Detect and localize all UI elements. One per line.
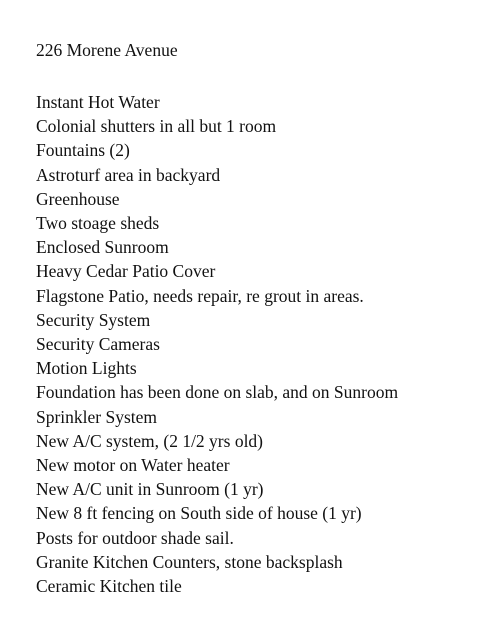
feature-item: Two stoage sheds xyxy=(36,213,160,234)
feature-item: Posts for outdoor shade sail. xyxy=(36,527,234,548)
feature-item: Instant Hot Water xyxy=(36,92,160,112)
feature-item: Flagstone Patio, needs repair, re grout in areas. xyxy=(36,285,364,306)
feature-item: New A/C system, (2 1/2 yrs old) xyxy=(36,430,264,451)
feature-item: Fountains (2) xyxy=(36,140,130,161)
feature-item: Foundation has been done on slab, and on Sunroom xyxy=(36,382,399,403)
feature-item: Security System xyxy=(36,309,151,330)
feature-item: New A/C unit in Sunroom (1 yr) xyxy=(36,479,264,500)
feature-item: Heavy Cedar Patio Cover xyxy=(36,261,216,282)
feature-list xyxy=(36,90,398,598)
feature-item: Greenhouse xyxy=(36,188,120,209)
feature-item: Colonial shutters in all but 1 room xyxy=(36,116,277,137)
feature-item: Granite Kitchen Counters, stone backsplash xyxy=(36,551,343,572)
feature-item: New 8 ft fencing on South side of house (1 yr) xyxy=(36,503,362,524)
address-heading: 226 Morene Avenue xyxy=(36,40,178,60)
feature-item: New motor on Water heater xyxy=(36,455,230,476)
feature-item: Ceramic Kitchen tile xyxy=(36,576,182,597)
feature-item: Motion Lights xyxy=(36,358,137,379)
feature-item: Enclosed Sunroom xyxy=(36,237,169,258)
feature-item: Sprinkler System xyxy=(36,406,158,427)
feature-item: Security Cameras xyxy=(36,334,160,355)
feature-item: Astroturf area in backyard xyxy=(36,164,221,185)
